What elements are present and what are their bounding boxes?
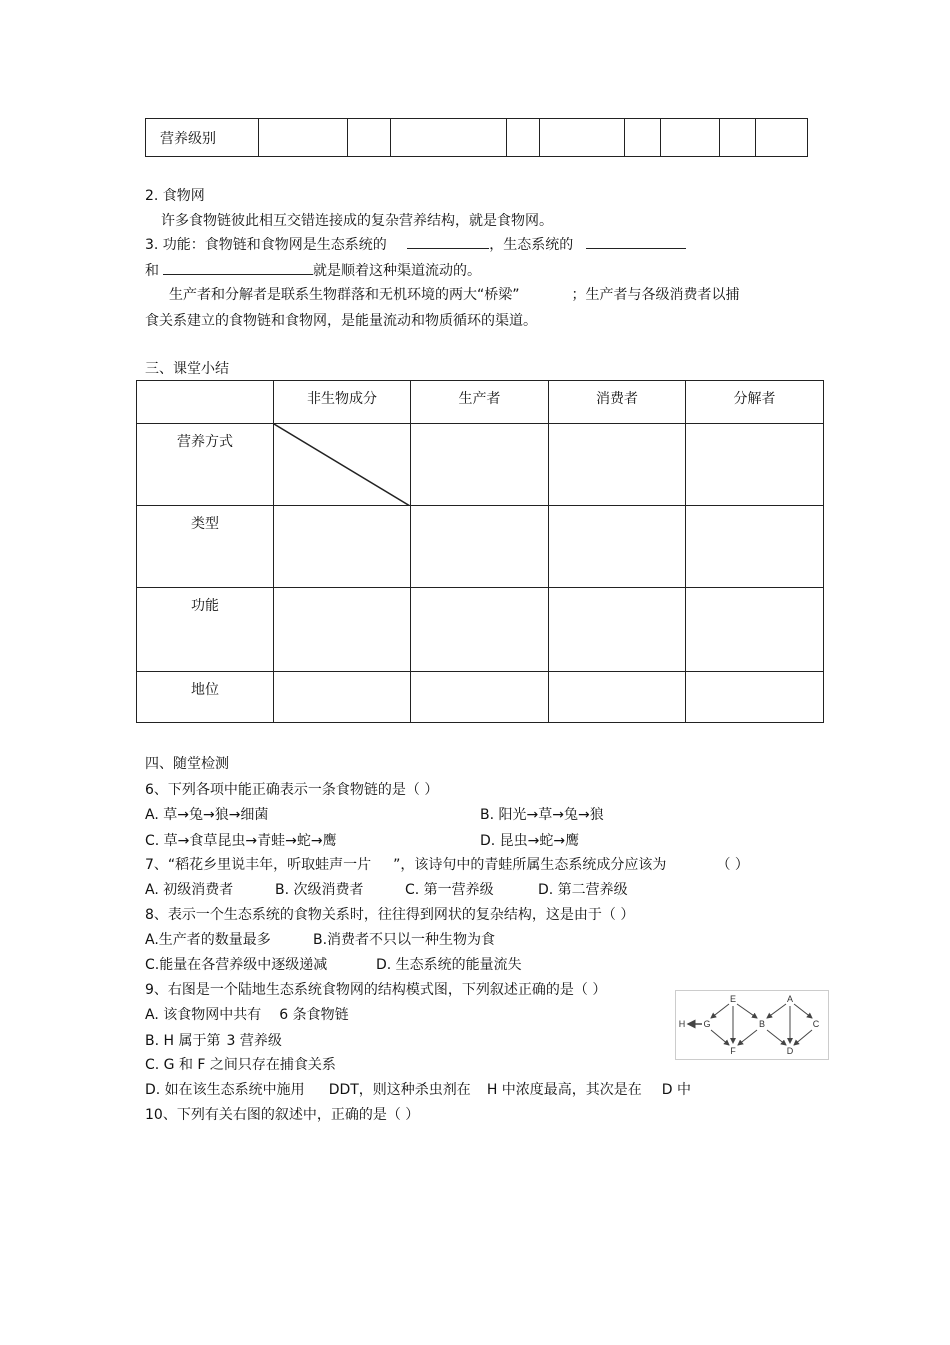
blank-cell [391, 119, 507, 157]
trophic-level-label: 营养级别 [160, 130, 216, 147]
blank-cell [660, 119, 719, 157]
q7-option-c: C. 第一营养级 [405, 882, 494, 898]
node-e: E [729, 994, 737, 1004]
blank-cell [258, 119, 348, 157]
blank-cell [549, 506, 686, 588]
q7-stem-c: （ ） [716, 857, 749, 873]
row-header: 类型 [137, 506, 274, 588]
blank-cell [274, 672, 411, 723]
column-header: 分解者 [686, 381, 824, 424]
summary-corner-cell [137, 381, 274, 424]
q9-option-d-4: D 中 [661, 1082, 692, 1098]
q9-option-c: C. G 和 F 之间只存在捕食关系 [145, 1057, 336, 1073]
function-text-a: 3. 功能：食物链和食物网是生态系统的 [145, 237, 387, 253]
q8-option-a: A.生产者的数量最多 [145, 932, 271, 948]
column-header: 非生物成分 [274, 381, 411, 424]
food-web-figure [675, 990, 829, 1060]
function-line-1 [145, 234, 686, 254]
q9-stem: 9、右图是一个陆地生态系统食物网的结构模式图，下列叙述正确的是（ ） [145, 982, 607, 998]
q9-option-b-2: 3 营养级 [226, 1033, 282, 1049]
q9-option-d-1: D. 如在该生态系统中施用 [145, 1082, 305, 1098]
summary-heading: 三、课堂小结 [145, 361, 229, 377]
blank-cell [549, 588, 686, 672]
bridge-line-1 [169, 284, 740, 304]
blank-cell [549, 424, 686, 506]
column-header: 生产者 [411, 381, 549, 424]
blank-cell [686, 424, 824, 506]
blank-cell [411, 672, 549, 723]
quiz-heading: 四、随堂检测 [145, 756, 229, 772]
answer-blank [163, 260, 313, 275]
blank-cell [540, 119, 625, 157]
bridge-text-b: ；生产者与各级消费者以捕 [571, 287, 740, 303]
blank-cell [507, 119, 540, 157]
node-a: A [786, 994, 794, 1004]
blank-cell [411, 424, 549, 506]
blank-cell [348, 119, 391, 157]
food-web-definition: 许多食物链彼此相互交错连接成的复杂营养结构，就是食物网。 [161, 213, 553, 229]
q9-option-d-2: DDT，则这种杀虫剂在 [328, 1082, 471, 1098]
blank-cell [686, 588, 824, 672]
node-d: D [786, 1046, 794, 1056]
q7-option-b: B. 次级消费者 [275, 882, 364, 898]
node-b: B [758, 1019, 766, 1029]
blank-cell [549, 672, 686, 723]
diagonal-cell [274, 424, 411, 506]
bridge-line-2: 食关系建立的食物链和食物网，是能量流动和物质循环的渠道。 [145, 313, 537, 329]
node-h: H [678, 1019, 686, 1029]
function-text-d: 就是顺着这种渠道流动的。 [313, 263, 481, 279]
summary-table [136, 380, 824, 723]
trophic-level-table [145, 118, 808, 157]
function-text-c: 和 [145, 263, 159, 279]
q9-option-a-2: 6 条食物链 [279, 1007, 349, 1023]
q8-stem: 8、表示一个生态系统的食物关系时，往往得到网状的复杂结构，这是由于（ ） [145, 907, 635, 923]
q6-stem: 6、下列各项中能正确表示一条食物链的是（ ） [145, 782, 439, 798]
row-header: 营养方式 [137, 424, 274, 506]
blank-cell [411, 588, 549, 672]
blank-cell [756, 119, 808, 157]
answer-blank [586, 234, 686, 249]
q6-option-a: A. 草→兔→狼→细菌 [145, 807, 269, 823]
bridge-text-a: 生产者和分解者是联系生物群落和无机环境的两大“桥梁” [169, 287, 520, 303]
q9-option-d-3: H 中浓度最高，其次是在 [486, 1082, 642, 1098]
blank-cell [624, 119, 660, 157]
q9-option-a-1: A. 该食物网中共有 [145, 1007, 262, 1023]
blank-cell [720, 119, 756, 157]
blank-cell [411, 506, 549, 588]
answer-blank [407, 234, 489, 249]
blank-cell [686, 506, 824, 588]
q7-stem-b: ”，该诗句中的青蛙所属生态系统成分应该为 [393, 857, 667, 873]
column-header: 消费者 [549, 381, 686, 424]
q7-stem [145, 854, 749, 874]
row-header: 功能 [137, 588, 274, 672]
q7-option-a: A. 初级消费者 [145, 882, 234, 898]
node-g: G [703, 1019, 711, 1029]
q9-option-d [145, 1079, 691, 1099]
q10-stem: 10、下列有关右图的叙述中，正确的是（ ） [145, 1107, 420, 1123]
food-web-heading: 2. 食物网 [145, 188, 205, 204]
q9-option-a [145, 1004, 349, 1024]
blank-cell [686, 672, 824, 723]
diagonal-slash [274, 424, 410, 506]
blank-cell [274, 506, 411, 588]
node-c: C [812, 1019, 820, 1029]
q6-option-d: D. 昆虫→蛇→鹰 [480, 833, 580, 849]
q7-stem-a: 7、“稻花乡里说丰年，听取蛙声一片 [145, 857, 372, 873]
function-text-b: ，生态系统的 [489, 237, 574, 253]
q9-option-b-1: B. H 属于第 [145, 1033, 221, 1049]
q9-option-b [145, 1030, 282, 1050]
q8-option-c: C.能量在各营养级中逐级递减 [145, 957, 328, 973]
q8-option-b: B.消费者不只以一种生物为食 [313, 932, 496, 948]
q6-option-c: C. 草→食草昆虫→青蛙→蛇→鹰 [145, 833, 337, 849]
q8-option-d: D. 生态系统的能量流失 [376, 957, 522, 973]
row-header: 地位 [137, 672, 274, 723]
blank-cell [274, 588, 411, 672]
trophic-level-label-cell [146, 119, 259, 157]
function-line-2 [145, 260, 481, 280]
q7-option-d: D. 第二营养级 [538, 882, 628, 898]
node-f: F [730, 1046, 736, 1056]
q6-option-b: B. 阳光→草→兔→狼 [480, 807, 604, 823]
